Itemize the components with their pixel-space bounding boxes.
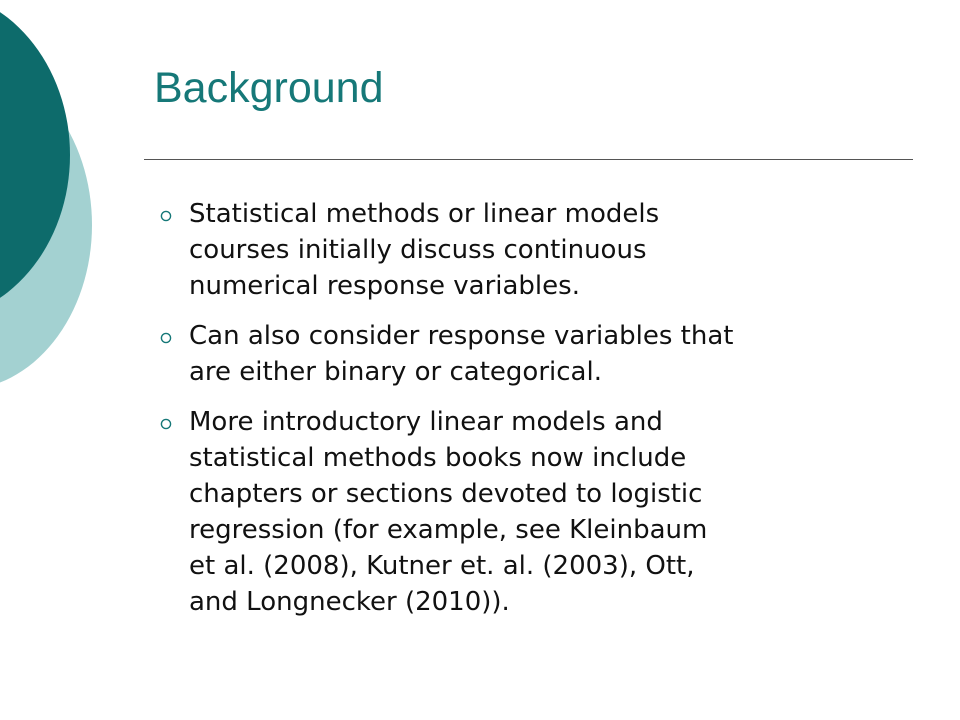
bullet-line: courses initially discuss continuous [189, 235, 647, 265]
bullet-line: numerical response variables. [189, 271, 580, 301]
bullet-line: statistical methods books now include [189, 443, 687, 473]
bullet-list [160, 196, 905, 634]
bullet-item-1 [160, 196, 905, 304]
bullet-line: Statistical methods or linear models [189, 199, 660, 229]
hollow-circle-icon [160, 210, 172, 222]
hollow-circle-icon [160, 332, 172, 344]
bullet-line: Can also consider response variables that [189, 321, 734, 351]
title-divider [144, 159, 913, 160]
bullet-item-3 [160, 404, 905, 620]
bullet-line: and Longnecker (2010)). [189, 587, 510, 617]
bullet-line: are either binary or categorical. [189, 357, 602, 387]
bullet-line: regression (for example, see Kleinbaum [189, 515, 708, 545]
slide-title: Background [154, 64, 384, 112]
hollow-circle-icon [160, 418, 172, 430]
bullet-line: More introductory linear models and [189, 407, 663, 437]
bullet-line: et al. (2008), Kutner et. al. (2003), Ott, [189, 551, 695, 581]
bullet-item-2 [160, 318, 905, 390]
bullet-line: chapters or sections devoted to logistic [189, 479, 703, 509]
